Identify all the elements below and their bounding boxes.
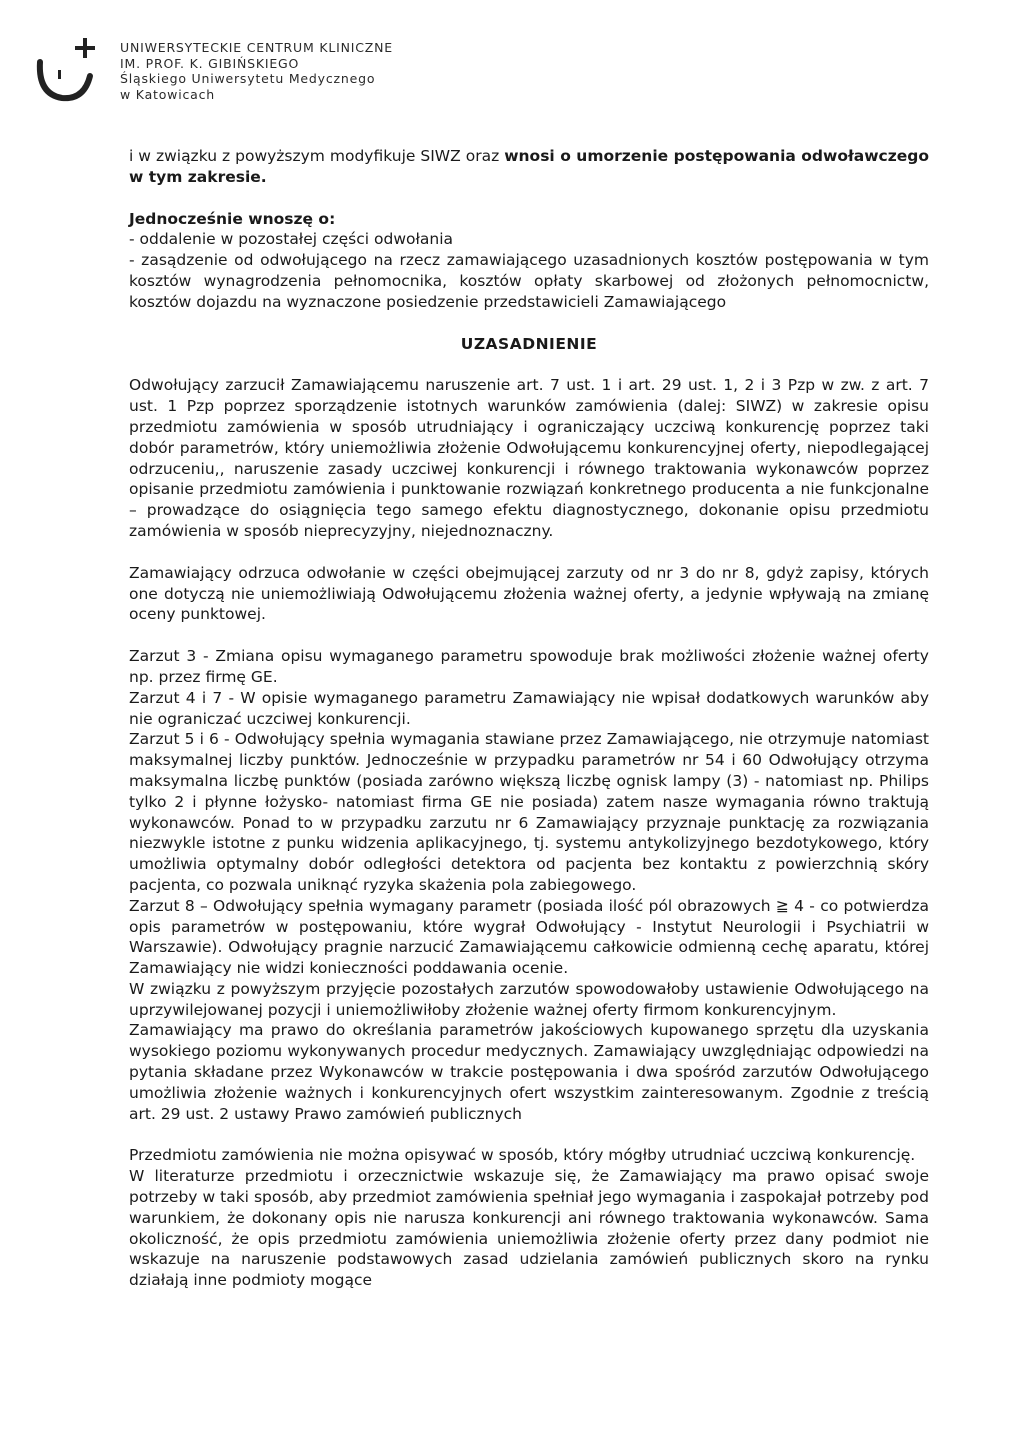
requests-heading: Jednocześnie wnoszę o: bbox=[129, 209, 336, 228]
opening-text: i w związku z powyższym modyfikuje SIWZ oraz bbox=[129, 147, 505, 165]
paragraph-rejection: Zamawiający odrzuca odwołanie w części obejmującej zarzuty od nr 3 do nr 8, gdyż zapisy, których one dotyczą nie uniemożliwiają Odwołującemu złożenia ważnej oferty, a jedynie wpływają na zmianę oceny punktowej. bbox=[129, 563, 929, 624]
opening-paragraph bbox=[129, 146, 929, 188]
spacer bbox=[129, 625, 929, 646]
spacer bbox=[129, 313, 929, 334]
section-title: UZASADNIENIE bbox=[460, 334, 598, 353]
institution-name bbox=[120, 40, 393, 102]
institution-line-1: UNIWERSYTECKIE CENTRUM KLINICZNE bbox=[120, 40, 393, 55]
spacer bbox=[129, 354, 929, 375]
request-item-1: - oddalenie w pozostałej części odwołania bbox=[129, 230, 454, 249]
request-item-2: - zasądzenie od odwołującego na rzecz zamawiającego uzasadnionych kosztów postępowania w tym kosztów wynagrodzenia pełnomocnika, kosztów opłaty skarbowej od złożonych pełnomocnictw, kosztów dojazdu na wyznaczone posiedzenie przedstawicieli Zamawiającego bbox=[129, 251, 929, 311]
spacer bbox=[129, 1124, 929, 1145]
paragraph-consequence: W związku z powyższym przyjęcie pozostałych zarzutów spowodowałoby ustawienie Odwołującego na uprzywilejowanej pozycji i uniemożliwiłoby złożenie ważnej oferty firmom konkurencyjnym. bbox=[129, 979, 929, 1019]
spacer bbox=[129, 188, 929, 209]
institution-line-3: Śląskiego Uniwersytetu Medycznego bbox=[120, 71, 376, 86]
institution-logo-icon bbox=[32, 32, 112, 107]
paragraph-literature: W literaturze przedmiotu i orzecznictwie wskazuje się, że Zamawiający ma prawo opisać swoje potrzeby w taki sposób, aby przedmiot zamówienia spełniał jego wymagania i zaspokajał potrzeby pod warunkiem, że dokonany opis nie narusza konkurencji ani równego traktowania wykonawców. Sama okoliczność, że opis przedmiotu zamówienia uniemożliwia złożenie oferty przez dany podmiot nie wskazuje na naruszenie podstawowych zasad udzielania zamówień publicznych skoro na rynku działają inne podmioty mogące bbox=[129, 1167, 929, 1290]
institution-line-4: w Katowicach bbox=[120, 86, 216, 102]
allegation-5-6: Zarzut 5 i 6 - Odwołujący spełnia wymagania stawiane przez Zamawiającego, nie otrzymuje natomiast maksymalnej liczby punktów. Jednocześnie w przypadku parametrów nr 54 i 60 Odwołujący otrzyma maksymalna liczbę punktów (posiada zarówno większą liczbę ognisk lampy (3) - natomiast np. Philips tylko 2 i płynne łożysko- natomiast firma GE nie posiada) zatem nasze wymagania równo traktują wykonawców. Ponad to w przypadku zarzutu nr 6 Zamawiający przyznaje punktację za rozwiązania niezwykle istotne z punku widzenia aplikacyjnego, tj. systemu antykolizyjnego bezdotykowego, który umożliwia optymalny dobór odległości detektora od pacjenta bez kontaktu z powierzchnią skóry pacjenta, co pozwala uniknąć ryzyka skażenia pola zabiegowego. bbox=[129, 730, 929, 894]
opening-bold-text: wnosi o umorzenie postępowania odwoławczego w tym zakresie. bbox=[129, 147, 929, 186]
letterhead bbox=[32, 32, 532, 112]
paragraph-quote: Przedmiotu zamówienia nie można opisywać w sposób, który mógłby utrudniać uczciwą konkurencję. bbox=[129, 1146, 916, 1165]
spacer bbox=[129, 542, 929, 563]
document-body bbox=[129, 146, 929, 1291]
allegation-4-7: Zarzut 4 i 7 - W opisie wymaganego parametru Zamawiający nie wpisał dodatkowych warunków aby nie ograniczać uczciwej konkurencji. bbox=[129, 688, 929, 728]
allegation-8: Zarzut 8 – Odwołujący spełnia wymagany parametr (posiada ilość pól obrazowych ≧ 4 - co potwierdza opis parametrów w postępowaniu, które wygrał Odwołujący - Instytut Neurologii i Psychiatrii w Warszawie). Odwołujący pragnie narzucić Zamawiającemu całkowicie odmienną cechę aparatu, której Zamawiający nie widzi konieczności poddawania ocenie. bbox=[129, 896, 929, 978]
paragraph-allegations: Odwołujący zarzucił Zamawiającemu naruszenie art. 7 ust. 1 i art. 29 ust. 1, 2 i 3 Pzp w zw. z art. 7 ust. 1 Pzp poprzez sporządzenie istotnych warunków zamówienia (dalej: SIWZ) w zakresie opisu przedmiotu zamówienia w sposób utrudniający i ograniczający uczciwą konkurencję poprzez taki dobór parametrów, który uniemożliwia złożenie Odwołującemu konkurencyjnej oferty, niepodlegającej odrzuceniu,, naruszenie zasady uczciwej konkurencji i równego traktowania wykonawców poprzez opisanie przedmiotu zamówienia i punktowanie rozwiązań konkretnego producenta a nie funkcjonalne – prowadzące do osiągnięcia tego samego efektu diagnostycznego, dokonanie opisu przedmiotu zamówienia w sposób nieprecyzyjny, niejednoznaczny. bbox=[129, 376, 929, 540]
allegation-3: Zarzut 3 - Zmiana opisu wymaganego parametru spowoduje brak możliwości złożenie ważnej oferty np. przez firmę GE. bbox=[129, 647, 929, 686]
paragraph-rights: Zamawiający ma prawo do określania parametrów jakościowych kupowanego sprzętu dla uzyskania wysokiego poziomu wykonywanych procedur medycznych. Zamawiający uwzględniając odpowiedzi na pytania składane przez Wykonawców w trakcie postępowania i dwa spośród zarzutów Odwołującego umożliwia złożenie ważnych i konkurencyjnych ofert wszystkim zainteresowanym. Zgodnie z treścią art. 29 ust. 2 ustawy Prawo zamówień publicznych bbox=[129, 1021, 929, 1123]
institution-line-2: IM. PROF. K. GIBIŃSKIEGO bbox=[120, 55, 300, 71]
